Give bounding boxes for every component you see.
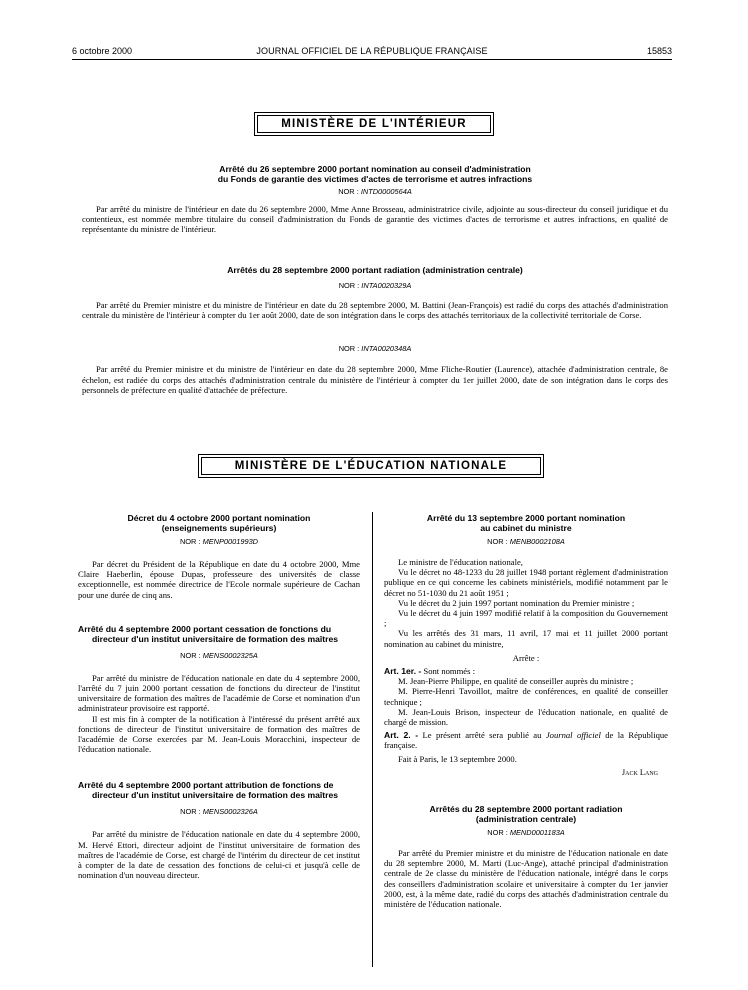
article-text: Sont nommés : bbox=[423, 666, 475, 677]
paragraph: Par arrêté du Premier ministre et du ministre de l'éducation nationale en date du 28 septembre 2000, M. Marti (Luc-Ange), attaché principal d'administration centrale de 2e classe du ministère de l'éducation nationale, intégré dans le corps des conseillers d'administration scolaire et universitaire à compter du 1er janvier 2000, est, à la même date, radié du corps des attachés d'administration centrale du ministère de l'éducation nationale. bbox=[384, 848, 668, 910]
nor-reference bbox=[82, 187, 668, 197]
nor-label: NOR : bbox=[179, 537, 201, 546]
nor-label: NOR : bbox=[338, 344, 360, 354]
nor-reference bbox=[78, 807, 360, 817]
header-page-number: 15853 bbox=[646, 46, 672, 56]
section-title-line: au cabinet du ministre bbox=[480, 523, 572, 533]
right-column bbox=[384, 513, 668, 909]
nor-reference bbox=[78, 651, 360, 661]
nor-label: NOR : bbox=[180, 650, 201, 660]
paragraph: Par arrêté du ministre de l'éducation nationale en date du 4 septembre 2000, M. Hervé Ettori, directeur adjoint de l'institut universitaire de formation des maîtres de l'académie de Corse, est chargé de l'intérim du directeur de cet institut à compter de la date de cessation des fonctions de celui-ci et jusqu'à celle de nomination d'un nouveau directeur. bbox=[78, 829, 360, 881]
section-body bbox=[82, 300, 668, 320]
paragraph: M. Jean-Louis Brison, inspecteur de l'éducation nationale, en qualité de chargé de mission. bbox=[384, 706, 668, 728]
nor-label: NOR : bbox=[338, 281, 360, 290]
decret-nomination-cachan bbox=[78, 513, 360, 600]
nor-code: INTA0020348A bbox=[361, 344, 412, 354]
nor-code: INTA0020329A bbox=[361, 281, 412, 290]
column-divider bbox=[372, 512, 373, 967]
article-label: Art. 1er. - bbox=[384, 666, 422, 677]
section-title: Arrêtés du 28 septembre 2000 portant radiation (administration centrale) bbox=[227, 265, 523, 275]
section-body bbox=[82, 364, 668, 395]
article-text: Le présent arrêté sera publié au bbox=[422, 730, 542, 741]
section-title-line: Décret du 4 octobre 2000 portant nomination bbox=[127, 513, 311, 523]
arrete-attribution-fonctions bbox=[78, 780, 360, 880]
paragraph: Le ministre de l'éducation nationale, bbox=[398, 557, 523, 567]
ministry-box-education bbox=[198, 454, 544, 478]
article-1 bbox=[384, 666, 668, 676]
journal-officiel-italic: Journal officiel bbox=[545, 730, 601, 741]
section-title: Arrêté du 4 septembre 2000 portant attribution de fonctions de directeur d'un institut universitaire de formation des maîtres bbox=[78, 780, 339, 801]
nor-label: NOR : bbox=[487, 828, 508, 838]
signing-place-date: Fait à Paris, le 13 septembre 2000. bbox=[398, 753, 517, 764]
nor-label: NOR : bbox=[487, 537, 508, 546]
nor-label: NOR : bbox=[180, 807, 201, 817]
paragraph: Par arrêté du Premier ministre et du ministre de l'intérieur en date du 28 septembre 2000, M. Battini (Jean-François) est radié du corps des attachés d'administration centrale du ministère de l'intérieur à compter du 1er août 2000, date de son intégration dans le corps des attachés territoriaux de la collectivité territoriale de Corse. bbox=[82, 300, 668, 321]
nor-reference bbox=[82, 281, 668, 291]
section-title-line: du Fonds de garantie des victimes d'actes de terrorisme et autres infractions bbox=[217, 174, 533, 184]
section-title bbox=[82, 164, 668, 184]
paragraph: M. Pierre-Henri Tavoillot, maître de conférences, en qualité de conseiller technique ; bbox=[384, 686, 668, 707]
nor-reference bbox=[384, 828, 668, 838]
nor-code: MENS0002326A bbox=[202, 807, 258, 817]
section-title bbox=[384, 804, 668, 824]
header-date: 6 octobre 2000 bbox=[72, 46, 133, 56]
paragraph: Il est mis fin à compter de la notification à l'intéressé du présent arrêté aux fonctions de directeur de l'institut universitaire de formation des maîtres de l'académie de Corse exercées par M. Jean-Louis Moracchini, inspecteur de l'éducation nationale. bbox=[78, 713, 360, 755]
section-title bbox=[384, 513, 668, 533]
arrete-heading: Arrête : bbox=[512, 652, 540, 663]
section-body bbox=[384, 848, 668, 909]
paragraph: Par décret du Président de la République en date du 4 octobre 2000, Mme Claire Haeberlin, épouse Dupas, professeure des universités de classe exceptionnelle, est nommée directrice de l'Ecole normale supérieure de Cachan pour une durée de cinq ans. bbox=[78, 559, 360, 600]
section-body bbox=[82, 204, 668, 235]
signature-name: Jack Lang bbox=[621, 767, 658, 777]
nor-code: MEND0001183A bbox=[509, 828, 565, 838]
nor-reference bbox=[82, 344, 668, 354]
paragraph: Par arrêté du ministre de l'intérieur en date du 26 septembre 2000, Mme Anne Brosseau, administratrice civile, adjointe au sous-directeur du conseil juridique et du contentieux, est nommée membre titulaire du conseil d'administration du Fonds de garantie des victimes d'actes de terrorisme et autres infractions, en qualité de représentante du ministre de l'intérieur. bbox=[82, 204, 668, 235]
section-interieur-nomination bbox=[82, 164, 668, 235]
section-title-line: Arrêté du 26 septembre 2000 portant nomination au conseil d'administration bbox=[219, 164, 531, 174]
nor-code: MENB0002108A bbox=[509, 537, 565, 546]
nor-reference bbox=[78, 537, 360, 547]
paragraph: M. Jean-Pierre Philippe, en qualité de conseiller auprès du ministre ; bbox=[398, 676, 634, 687]
nor-label: NOR : bbox=[338, 187, 359, 196]
header-journal-title: JOURNAL OFFICIEL DE LA RÉPUBLIQUE FRANÇAISE bbox=[256, 46, 488, 56]
article-text: de la République française. bbox=[384, 730, 668, 751]
arrete-nomination-cabinet bbox=[384, 513, 668, 778]
section-body bbox=[384, 557, 668, 778]
running-header bbox=[72, 46, 672, 60]
paragraph: Vu le décret du 2 juin 1997 portant nomination du Premier ministre ; bbox=[398, 597, 635, 608]
arrete-radiation-education bbox=[384, 804, 668, 909]
ministry-box-interieur bbox=[254, 112, 494, 136]
section-title: Arrêté du 4 septembre 2000 portant cessation de fonctions du directeur d'un institut universitaire de formation des maîtres bbox=[78, 623, 339, 644]
paragraph: Par arrêté du ministre de l'éducation nationale en date du 4 septembre 2000, l'arrêté du 7 juin 2000 portant cessation de fonctions du directeur de l'institut universitaire de formation des maîtres de l'académie de Corse et nomination d'un administrateur provisoire est rapporté. bbox=[78, 672, 360, 714]
left-column bbox=[78, 513, 360, 880]
nor-reference bbox=[384, 537, 668, 547]
nor-code: MENP0001993D bbox=[202, 537, 259, 546]
article-label: Art. 2. - bbox=[384, 730, 419, 741]
ministry-title-interieur: MINISTÈRE DE L'INTÉRIEUR bbox=[257, 115, 491, 133]
section-title-line: Arrêté du 13 septembre 2000 portant nomination bbox=[426, 513, 626, 523]
arrete-cessation-fonctions bbox=[78, 624, 360, 755]
paragraph: Par arrêté du Premier ministre et du ministre de l'intérieur en date du 28 septembre 2000, Mme Fliche-Routier (Laurence), attachée d'administration centrale, 8e échelon, est radiée du corps des attachés d'administration centrale du ministère de l'intérieur à compter du 1er juillet 2000, date de son intégration dans le corps des personnels de préfecture en qualité d'attachée de préfecture. bbox=[82, 364, 668, 395]
paragraph: Vu le décret du 4 juin 1997 modifié relatif à la composition du Gouvernement ; bbox=[384, 608, 668, 629]
section-title bbox=[78, 513, 360, 533]
section-title-line: (enseignements supérieurs) bbox=[161, 523, 277, 533]
section-body bbox=[78, 559, 360, 600]
section-body bbox=[78, 673, 360, 755]
paragraph: Vu le décret no 48-1233 du 28 juillet 1948 portant règlement d'administration publique en ce qui concerne les cabinets ministériels, modifié notamment par le décret no 51-1030 du 21 août 1951 ; bbox=[384, 567, 668, 598]
ministry-title-education: MINISTÈRE DE L'ÉDUCATION NATIONALE bbox=[201, 457, 541, 475]
section-interieur-radiation bbox=[82, 265, 668, 395]
section-title-line: (administration centrale) bbox=[475, 814, 577, 825]
section-title-line: Arrêtés du 28 septembre 2000 portant radiation bbox=[429, 804, 623, 815]
section-body bbox=[78, 829, 360, 880]
article-2 bbox=[384, 730, 668, 750]
nor-code: INTD0000564A bbox=[360, 187, 412, 196]
paragraph: Vu les arrêtés des 31 mars, 11 avril, 17 mai et 11 juillet 2000 portant nomination au cabinet du ministre, bbox=[384, 628, 668, 649]
nor-code: MENS0002325A bbox=[202, 650, 258, 660]
